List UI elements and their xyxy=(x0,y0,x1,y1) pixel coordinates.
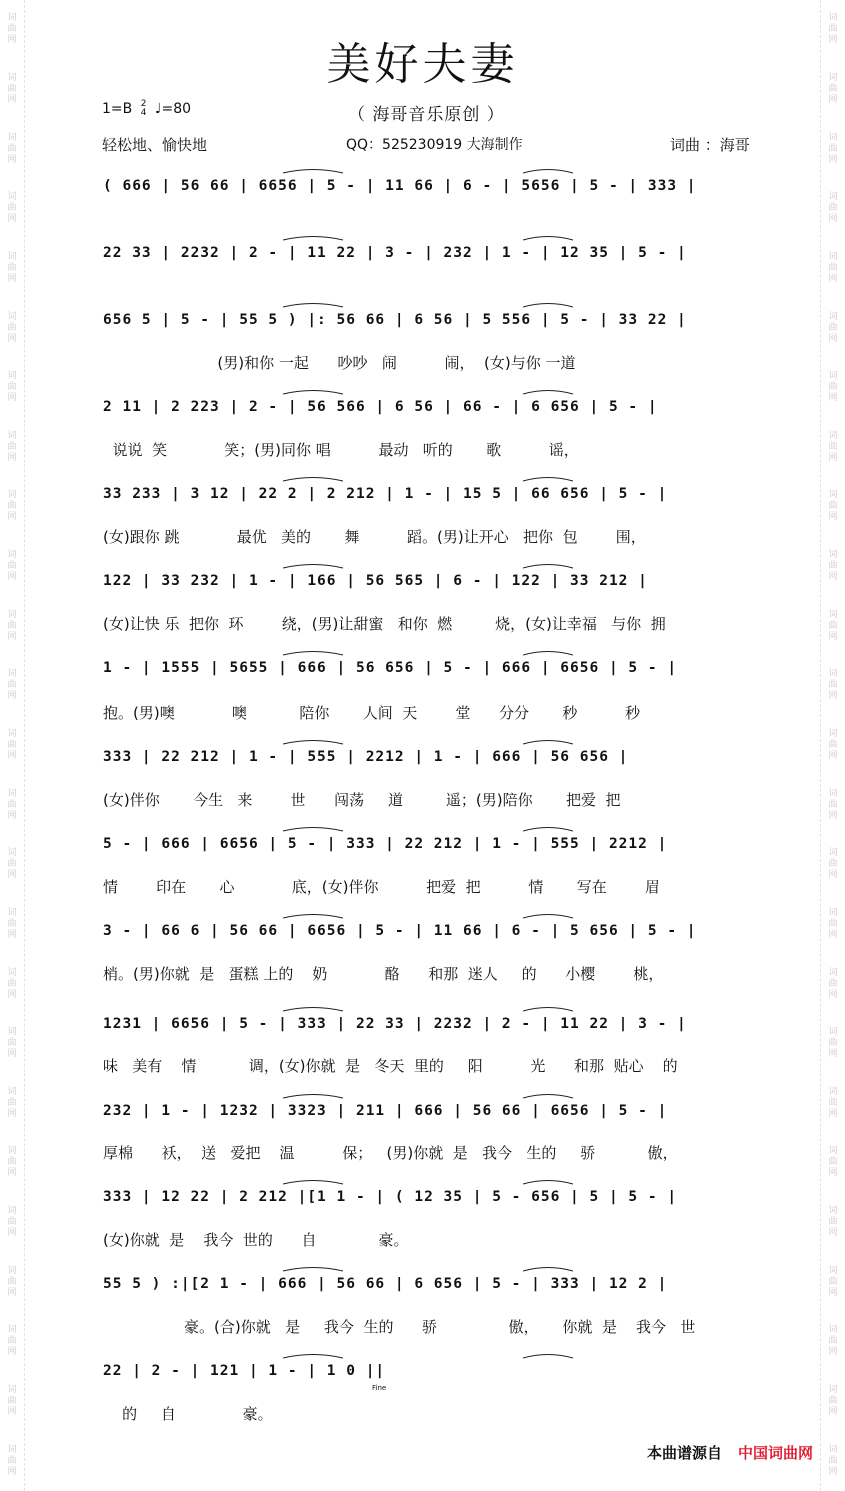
watermark-char: 网 xyxy=(828,572,838,583)
watermark-glyphs xyxy=(7,895,16,955)
watermark-glyphs xyxy=(7,298,16,358)
watermark-char: 词 xyxy=(7,1206,17,1217)
notation-system xyxy=(103,480,761,508)
notation-line: 122 | 33 232 | 1 - | 166 | 56 565 | 6 - | 122 | 33 212 | xyxy=(103,573,648,589)
watermark-char: 曲 xyxy=(828,83,838,94)
notation-line: 2 11 | 2 223 | 2 - | 56 566 | 6 56 | 66 - | 6 656 | 5 - | xyxy=(103,399,658,415)
watermark-char: 曲 xyxy=(828,1336,838,1347)
watermark-char: 词 xyxy=(828,729,838,739)
watermark-glyphs xyxy=(7,1193,16,1253)
watermark-char: 曲 xyxy=(7,680,17,691)
watermark-char: 词 xyxy=(7,490,17,501)
watermark-glyphs xyxy=(828,537,837,597)
watermark-char: 曲 xyxy=(7,382,17,393)
notation-system xyxy=(103,830,761,858)
watermark-char: 曲 xyxy=(7,501,17,512)
watermark-char: 曲 xyxy=(828,680,838,691)
lyric-line: (女)跟你 跳 最优 美的 舞 蹈。(男)让开心 把你 包 围， xyxy=(103,528,646,546)
watermark-char: 词 xyxy=(828,550,838,561)
watermark-char: 网 xyxy=(7,393,17,404)
watermark-char: 词 xyxy=(828,251,838,262)
watermark-char: 词 xyxy=(828,72,838,83)
watermark-glyphs xyxy=(7,1014,16,1074)
watermark-char: 词 xyxy=(828,907,838,918)
watermark-char: 词 xyxy=(7,311,17,322)
watermark-char: 词 xyxy=(828,848,838,859)
watermark-column-right xyxy=(820,0,845,1491)
watermark-char: 词 xyxy=(7,1385,17,1396)
watermark-char: 曲 xyxy=(7,83,17,94)
watermark-char: 曲 xyxy=(7,859,17,870)
mood-marking: 轻松地、愉快地 xyxy=(102,136,208,154)
watermark-char: 网 xyxy=(7,35,17,46)
watermark-char: 网 xyxy=(7,273,17,284)
watermark-char: 曲 xyxy=(7,918,17,929)
watermark-char: 词 xyxy=(828,1086,838,1097)
watermark-glyphs xyxy=(828,477,837,537)
watermark-glyphs xyxy=(828,895,837,955)
song-title: 美好夫妻 xyxy=(326,39,519,90)
watermark-char: 词 xyxy=(828,1206,838,1217)
watermark-char: 词 xyxy=(7,1086,17,1097)
watermark-char: 曲 xyxy=(828,203,838,214)
watermark-char: 网 xyxy=(828,393,838,404)
watermark-glyphs xyxy=(7,477,16,537)
watermark-char: 曲 xyxy=(828,1276,838,1287)
watermark-char: 曲 xyxy=(7,24,17,35)
watermark-char: 曲 xyxy=(828,918,838,929)
watermark-char: 曲 xyxy=(7,322,17,333)
watermark-char: 网 xyxy=(7,512,17,523)
watermark-char: 曲 xyxy=(7,1276,17,1287)
lyric-line: 味 美有 情 调，(女)你就 是 冬天 里的 阳 光 和那 贴心 的 xyxy=(103,1057,678,1075)
lyric-line: 厚棉 袄， 送 爱把 温 保； (男)你就 是 我今 生的 骄 傲， xyxy=(103,1144,678,1162)
watermark-glyphs xyxy=(7,1252,16,1312)
footer-source: 本曲谱源自 xyxy=(646,1444,722,1462)
tempo: ♩=80 xyxy=(154,101,192,117)
notation-system xyxy=(103,567,761,595)
watermark-char: 曲 xyxy=(828,24,838,35)
watermark-char: 网 xyxy=(7,1407,17,1418)
watermark-char: 网 xyxy=(828,333,838,344)
watermark-char: 词 xyxy=(7,609,17,620)
watermark-char: 网 xyxy=(828,810,838,821)
watermark-glyphs xyxy=(828,775,837,835)
watermark-char: 网 xyxy=(7,572,17,583)
lyric-line: (男)和你 一起 吵吵 闹 闹， (女)与你 一道 xyxy=(103,354,576,372)
watermark-char: 曲 xyxy=(828,501,838,512)
watermark-char: 网 xyxy=(7,1347,17,1358)
notation-system xyxy=(103,393,761,421)
watermark-glyphs xyxy=(7,596,16,656)
watermark-char: 曲 xyxy=(7,978,17,989)
watermark-char: 曲 xyxy=(7,799,17,810)
watermark-char: 网 xyxy=(7,870,17,881)
notation-line: 656 5 | 5 - | 55 5 ) |: 56 66 | 6 56 | 5 556 | 5 - | 33 22 | xyxy=(103,312,687,328)
watermark-glyphs xyxy=(7,417,16,477)
watermark-char: 词 xyxy=(828,1325,838,1336)
credit: 词曲 ：海哥 xyxy=(670,136,750,154)
watermark-char: 网 xyxy=(828,1347,838,1358)
watermark-char: 曲 xyxy=(7,441,17,452)
watermark-char: 曲 xyxy=(828,620,838,631)
watermark-char: 网 xyxy=(828,452,838,463)
watermark-char: 曲 xyxy=(828,441,838,452)
watermark-glyphs xyxy=(828,1431,837,1491)
watermark-char: 词 xyxy=(7,192,17,203)
watermark-char: 曲 xyxy=(7,1396,17,1407)
watermark-glyphs xyxy=(7,954,16,1014)
notation-line: 22 33 | 2232 | 2 - | 11 22 | 3 - | 232 | 1 - | 12 35 | 5 - | xyxy=(103,245,687,261)
watermark-glyphs xyxy=(828,716,837,776)
watermark-char: 曲 xyxy=(828,1396,838,1407)
watermark-glyphs xyxy=(7,656,16,716)
watermark-char: 词 xyxy=(7,132,17,143)
lyric-line: (女)让快 乐 把你 环 绕，(男)让甜蜜 和你 燃 烧，(女)让幸福 与你 拥 xyxy=(103,615,666,633)
watermark-char: 曲 xyxy=(7,1038,17,1049)
watermark-glyphs xyxy=(828,1133,837,1193)
watermark-char: 曲 xyxy=(828,1157,838,1168)
watermark-char: 词 xyxy=(828,490,838,501)
watermark-char: 词 xyxy=(828,1146,838,1157)
notation-system xyxy=(103,1010,761,1038)
watermark-char: 网 xyxy=(7,751,17,761)
notation-line: 3 - | 66 6 | 56 66 | 6656 | 5 - | 11 66 | 6 - | 5 656 | 5 - | xyxy=(103,923,697,939)
lyric-line: (女)伴你 今生 来 世 闯荡 道 遥；(男)陪你 把爱 把 xyxy=(103,791,621,809)
watermark-char: 词 xyxy=(7,1146,17,1157)
watermark-char: 网 xyxy=(7,1168,17,1179)
time-sig-top: 2 xyxy=(140,99,147,109)
watermark-char: 网 xyxy=(828,214,838,225)
notation-line: 33 233 | 3 12 | 22 2 | 2 212 | 1 - | 15 5 | 66 656 | 5 - | xyxy=(103,486,668,502)
notation-line: 1 - | 1555 | 5655 | 666 | 56 656 | 5 - | 666 | 6656 | 5 - | xyxy=(103,660,678,676)
watermark-char: 词 xyxy=(828,311,838,322)
watermark-char: 词 xyxy=(7,669,17,680)
watermark-char: 网 xyxy=(7,1049,17,1060)
watermark-char: 词 xyxy=(828,609,838,620)
watermark-char: 曲 xyxy=(828,1217,838,1228)
watermark-char: 词 xyxy=(828,1027,838,1038)
watermark-char: 网 xyxy=(7,691,17,702)
watermark-char: 网 xyxy=(7,1108,17,1119)
watermark-char: 曲 xyxy=(828,1455,838,1466)
watermark-char: 网 xyxy=(828,154,838,165)
lyric-line: 豪。(合)你就 是 我今 生的 骄 傲， 你就 是 我今 世 xyxy=(103,1318,696,1336)
watermark-char: 词 xyxy=(828,430,838,441)
time-signature xyxy=(141,100,147,118)
watermark-char: 网 xyxy=(7,214,17,225)
watermark-char: 网 xyxy=(828,870,838,881)
watermark-char: 词 xyxy=(7,550,17,561)
lyric-line: 情 印在 心 底，(女)伴你 把爱 把 情 写在 眉 xyxy=(103,878,660,896)
notation-system xyxy=(103,306,761,334)
watermark-glyphs xyxy=(7,119,16,179)
watermark-char: 词 xyxy=(7,788,17,799)
watermark-char: 曲 xyxy=(7,740,17,750)
watermark-char: 网 xyxy=(828,1168,838,1179)
watermark-char: 词 xyxy=(7,1325,17,1336)
notation-line: 232 | 1 - | 1232 | 3323 | 211 | 666 | 56 66 | 6656 | 5 - | xyxy=(103,1103,668,1119)
watermark-char: 曲 xyxy=(7,1157,17,1168)
watermark-char: 网 xyxy=(7,631,17,642)
watermark-char: 词 xyxy=(828,371,838,382)
watermark-char: 曲 xyxy=(7,1097,17,1108)
watermark-char: 词 xyxy=(828,13,838,24)
watermark-glyphs xyxy=(7,835,16,895)
watermark-glyphs xyxy=(7,1133,16,1193)
watermark-char: 词 xyxy=(828,1385,838,1396)
watermark-char: 曲 xyxy=(7,262,17,273)
notation-line: 55 5 ) :|[2 1 - | 666 | 56 66 | 6 656 | 5 - | 333 | 12 2 | xyxy=(103,1276,668,1292)
watermark-char: 词 xyxy=(7,848,17,859)
watermark-char: 曲 xyxy=(7,203,17,214)
watermark-char: 词 xyxy=(7,1027,17,1038)
watermark-char: 网 xyxy=(7,989,17,1000)
watermark-char: 曲 xyxy=(7,1455,17,1466)
watermark-char: 词 xyxy=(7,72,17,83)
watermark-glyphs xyxy=(828,596,837,656)
watermark-char: 曲 xyxy=(828,740,838,750)
watermark-char: 曲 xyxy=(828,561,838,572)
notation-system xyxy=(103,1357,761,1385)
watermark-glyphs xyxy=(7,1372,16,1432)
watermark-char: 词 xyxy=(828,669,838,680)
watermark-glyphs xyxy=(828,179,837,239)
watermark-char: 词 xyxy=(7,729,17,739)
watermark-char: 网 xyxy=(7,1466,17,1477)
watermark-char: 词 xyxy=(7,907,17,918)
watermark-glyphs xyxy=(828,358,837,418)
watermark-char: 网 xyxy=(828,1228,838,1239)
notation-system xyxy=(103,239,761,267)
watermark-glyphs xyxy=(828,1193,837,1253)
original-note: （ 海哥音乐原创 ） xyxy=(348,105,505,125)
watermark-char: 曲 xyxy=(828,978,838,989)
watermark-char: 词 xyxy=(7,430,17,441)
time-sig-bottom: 4 xyxy=(140,108,147,118)
watermark-glyphs xyxy=(7,716,16,776)
watermark-char: 网 xyxy=(7,452,17,463)
watermark-char: 词 xyxy=(7,1444,17,1455)
watermark-glyphs xyxy=(7,358,16,418)
watermark-glyphs xyxy=(7,1074,16,1134)
notation-line: 333 | 22 212 | 1 - | 555 | 2212 | 1 - | 666 | 56 656 | xyxy=(103,749,629,765)
notation-system xyxy=(103,1097,761,1125)
watermark-char: 网 xyxy=(7,333,17,344)
watermark-char: 网 xyxy=(828,751,838,761)
watermark-char: 曲 xyxy=(828,799,838,810)
watermark-glyphs xyxy=(828,417,837,477)
lyric-line: (女)你就 是 我今 世的 自 豪。 xyxy=(103,1231,409,1249)
watermark-glyphs xyxy=(828,835,837,895)
watermark-char: 网 xyxy=(7,929,17,940)
watermark-char: 词 xyxy=(828,967,838,978)
watermark-char: 网 xyxy=(828,631,838,642)
notation-system xyxy=(103,1270,761,1298)
watermark-char: 网 xyxy=(828,1108,838,1119)
watermark-char: 网 xyxy=(828,691,838,702)
fine-mark: Fine xyxy=(372,1384,387,1392)
watermark-char: 词 xyxy=(7,1265,17,1276)
qq-info: QQ：525230919 大海制作 xyxy=(346,137,523,153)
watermark-glyphs xyxy=(828,1372,837,1432)
footer-brand: 中国词曲网 xyxy=(737,1444,813,1462)
watermark-glyphs xyxy=(828,119,837,179)
watermark-char: 网 xyxy=(828,94,838,105)
notation-line: 333 | 12 22 | 2 212 |[1 1 - | ( 12 35 | 5 - 656 | 5 | 5 - | xyxy=(103,1189,678,1205)
watermark-char: 曲 xyxy=(7,620,17,631)
watermark-char: 曲 xyxy=(7,1217,17,1228)
watermark-char: 网 xyxy=(828,1287,838,1298)
notation-system xyxy=(103,1183,761,1211)
footer xyxy=(647,1442,813,1463)
watermark-char: 词 xyxy=(7,251,17,262)
watermark-glyphs xyxy=(828,1074,837,1134)
watermark-char: 网 xyxy=(7,154,17,165)
watermark-glyphs xyxy=(7,775,16,835)
watermark-char: 曲 xyxy=(7,143,17,154)
watermark-glyphs xyxy=(7,239,16,299)
watermark-char: 曲 xyxy=(828,1038,838,1049)
watermark-char: 词 xyxy=(7,371,17,382)
watermark-column-left xyxy=(0,0,25,1491)
watermark-glyphs xyxy=(828,1312,837,1372)
notation-line: ( 666 | 56 66 | 6656 | 5 - | 11 66 | 6 - | 5656 | 5 - | 333 | xyxy=(103,178,697,194)
notation-system xyxy=(103,172,761,200)
watermark-char: 曲 xyxy=(828,1097,838,1108)
lyric-line: 的 自 豪。 xyxy=(103,1405,273,1423)
watermark-char: 网 xyxy=(7,1228,17,1239)
watermark-char: 曲 xyxy=(828,382,838,393)
watermark-char: 网 xyxy=(828,35,838,46)
watermark-char: 曲 xyxy=(828,322,838,333)
watermark-char: 网 xyxy=(7,1287,17,1298)
watermark-char: 曲 xyxy=(828,143,838,154)
watermark-char: 曲 xyxy=(7,1336,17,1347)
notation-line: 1231 | 6656 | 5 - | 333 | 22 33 | 2232 | 2 - | 11 22 | 3 - | xyxy=(103,1016,687,1032)
watermark-glyphs xyxy=(828,1252,837,1312)
watermark-char: 曲 xyxy=(828,262,838,273)
lyric-line: 说说 笑 笑；(男)同你 唱 最动 听的 歌 谣， xyxy=(103,441,579,459)
watermark-glyphs xyxy=(828,954,837,1014)
notation-system xyxy=(103,654,761,682)
watermark-char: 曲 xyxy=(828,859,838,870)
watermark-char: 网 xyxy=(828,1407,838,1418)
lyric-line: 抱。(男)噢 噢 陪你 人间 天 堂 分分 秒 秒 xyxy=(103,704,641,722)
watermark-char: 网 xyxy=(828,929,838,940)
watermark-char: 词 xyxy=(828,132,838,143)
watermark-glyphs xyxy=(7,179,16,239)
watermark-char: 词 xyxy=(7,967,17,978)
watermark-char: 网 xyxy=(828,273,838,284)
watermark-char: 网 xyxy=(828,1466,838,1477)
watermark-glyphs xyxy=(828,298,837,358)
watermark-glyphs xyxy=(828,1014,837,1074)
lyric-line: 梢。(男)你就 是 蛋糕 上的 奶 酪 和那 迷人 的 小樱 桃， xyxy=(103,965,664,983)
notation-system xyxy=(103,743,761,771)
watermark-char: 网 xyxy=(828,512,838,523)
watermark-glyphs xyxy=(7,1312,16,1372)
watermark-glyphs xyxy=(828,656,837,716)
watermark-char: 网 xyxy=(7,810,17,821)
watermark-char: 曲 xyxy=(7,561,17,572)
watermark-char: 词 xyxy=(828,192,838,203)
watermark-glyphs xyxy=(7,537,16,597)
watermark-char: 网 xyxy=(7,94,17,105)
notation-line: 5 - | 666 | 6656 | 5 - | 333 | 22 212 | 1 - | 555 | 2212 | xyxy=(103,836,668,852)
watermark-char: 词 xyxy=(7,13,17,24)
watermark-glyphs xyxy=(828,239,837,299)
watermark-char: 网 xyxy=(828,989,838,1000)
watermark-char: 词 xyxy=(828,788,838,799)
key-signature xyxy=(102,100,191,118)
watermark-char: 词 xyxy=(828,1265,838,1276)
watermark-char: 网 xyxy=(828,1049,838,1060)
key-text: 1=B xyxy=(102,101,133,117)
notation-line: 22 | 2 - | 121 | 1 - | 1 0 || xyxy=(103,1363,386,1379)
notation-system xyxy=(103,917,761,945)
watermark-char: 词 xyxy=(828,1444,838,1455)
watermark-glyphs xyxy=(7,1431,16,1491)
